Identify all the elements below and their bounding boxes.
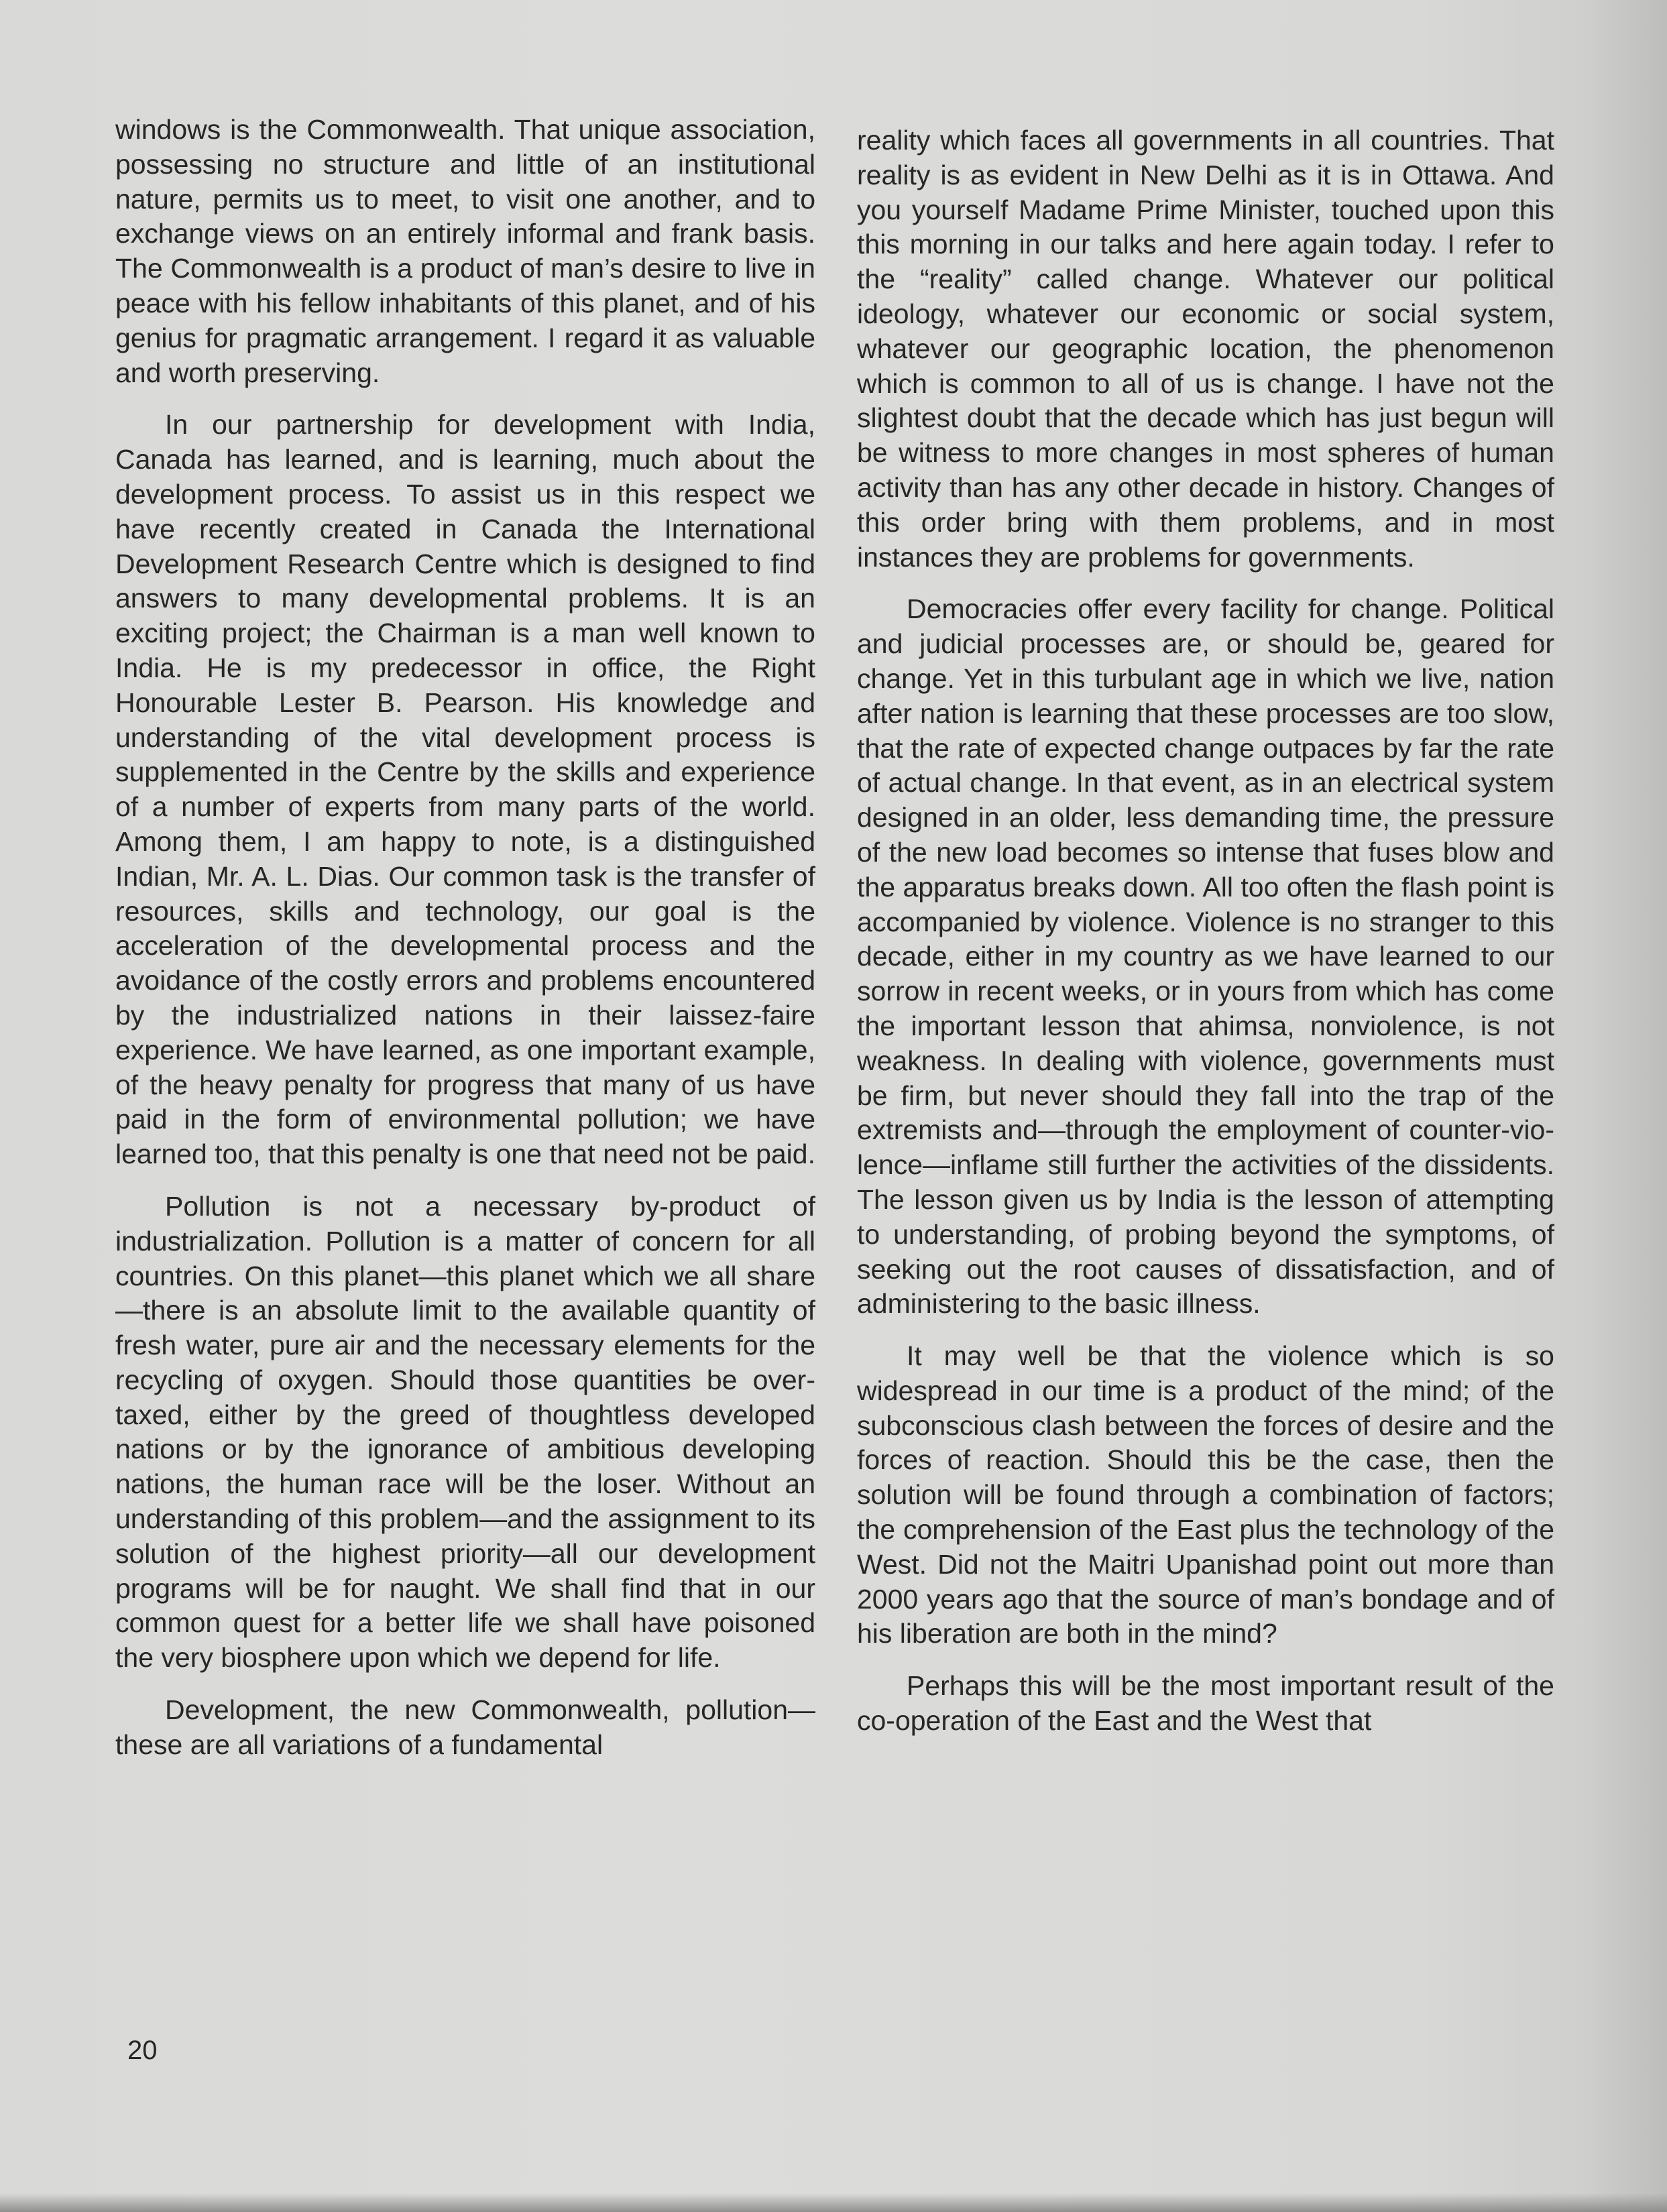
paragraph: Pollution is not a necessary by-product of industrialization. Pollution is a matter of concern for all countries. On this planet—this planet which we all share—there is an absolute limit to the available quantity of fresh water, pure air and the necessary elements for the recycling of oxygen. Should those quantities be overtaxed, either by the greed of thoughtless developed nations or by the ignorance of ambitious developing nations, the human race will be the loser. Without an understanding of this problem—and the assignment to its solution of the highest priority—all our development programs will be for naught. We shall find that in our common quest for a better life we shall have poisoned the very biosphere upon which we depend for life. bbox=[115, 1190, 815, 1674]
page-number: 20 bbox=[127, 2036, 158, 2065]
paragraph: Perhaps this will be the most important result of the co-operation of the East and the West that bbox=[857, 1670, 1554, 1737]
paragraph: It may well be that the violence which is so widespread in our time is a product of the mind; of the subconscious clash between the forces of desire and the forces of reaction. Should this be the case, then the solution will be found through a combination of factors; the comprehension of the East plus the technology of the West. Did not the Maitri Upanishad point out more than 2000 years ago that the source of man’s bondage and of his liberation are both in the mind? bbox=[857, 1340, 1554, 1649]
page-edge-shadow bbox=[0, 2193, 1667, 2212]
right-text-column bbox=[857, 123, 1554, 1756]
paragraph: windows is the Commonwealth. That unique association, possessing no structure and little of an institutional nature, permits us to meet, to visit one another, and to exchange views on an entirely informal and frank basis. The Commonwealth is a product of man’s desire to live in peace with his fellow inhabitants of this planet, and of his genius for pragmatic arrangement. I regard it as valuable and worth preserving. bbox=[115, 114, 815, 388]
paragraph: In our partnership for development with India, Canada has learned, and is learning, much about the development process. To assist us in this respect we have recently created in Canada the International Development Research Centre which is designed to find answers to many developmental problems. It is an exciting project; the Chairman is a man well known to India. He is my predecessor in office, the Right Honourable Lester B. Pearson. His knowledge and understanding of the vital development process is supplemented in the Centre by the skills and experience of a number of experts from many parts of the world. Among them, I am happy to note, is a distinguished Indian, Mr. A. L. Dias. Our common task is the transfer of resources, skills and technology, our goal is the acceleration of the developmental process and the avoidance of the costly errors and problems encountered by the industrialized nations in their laissez-faire experience. We have learned, as one important example, of the heavy penalty for progress that many of us have paid in the form of environmental pollution; we have learned too, that this penalty is one that need not be paid. bbox=[115, 409, 815, 1170]
left-text-column bbox=[115, 113, 815, 1780]
paragraph: Development, the new Commonwealth, pollution—these are all variations of a fundamental bbox=[115, 1694, 815, 1760]
paragraph: Democracies offer every facility for change. Political and judicial processes are, or should be, geared for change. Yet in this turbulant age in which we live, nation after nation is learning that these processes are too slow, that the rate of expected change outpaces by far the rate of actual change. In that event, as in an electrical system designed in an older, less demanding time, the pressure of the new load becomes so intense that fuses blow and the apparatus breaks down. All too often the flash point is accompanied by violence. Violence is no stranger to this decade, either in my country as we have learned to our sorrow in recent weeks, or in yours from which has come the important lesson that ahimsa, nonviolence, is not weakness. In dealing with violence, governments must be firm, but never should they fall into the trap of the extremists and—through the employment of counter-violence—inflame still further the activities of the dissidents. The lesson given us by India is the lesson of attempting to understanding, of probing beyond the symptoms, of seeking out the root causes of dissatisfaction, and of administering to the basic illness. bbox=[857, 593, 1554, 1320]
paragraph: reality which faces all governments in all countries. That reality is as evident in New Delhi as it is in Ottawa. And you yourself Madame Prime Minister, touched upon this this morning in our talks and here again today. I refer to the “reality” called change. Whatever our political ideology, whatever our economic or social system, whatever our geographic location, the phenomenon which is common to all of us is change. I have not the slightest doubt that the decade which has just begun will be witness to more changes in most spheres of human activity than has any other decade in history. Changes of this order bring with them problems, and in most instances they are problems for governments. bbox=[857, 125, 1554, 573]
